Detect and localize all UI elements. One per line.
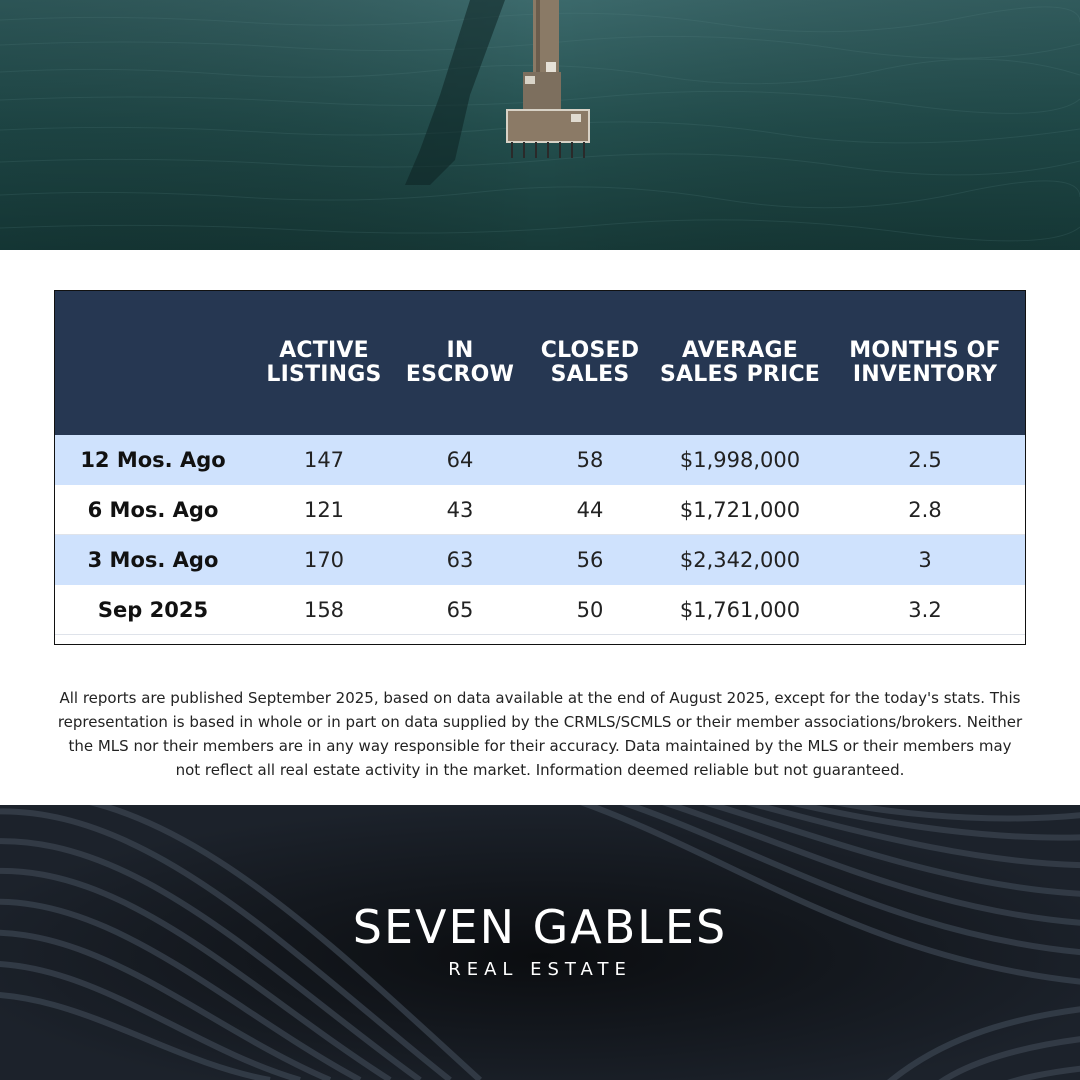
average-sales-price-value: $1,998,000	[679, 448, 801, 472]
average-sales-price-value: $1,721,000	[679, 498, 801, 522]
ocean-pier-illustration	[0, 0, 1080, 250]
table-header	[55, 291, 1025, 435]
hero-photo-ocean-pier	[0, 0, 1080, 250]
closed-sales-value: 56	[576, 548, 604, 572]
row-label: 3 Mos. Ago	[87, 548, 219, 572]
header-average-sales-price: AVERAGE SALES PRICE	[659, 338, 821, 387]
row-label: 12 Mos. Ago	[80, 448, 226, 472]
market-stats-table	[54, 290, 1026, 645]
closed-sales-value: 58	[576, 448, 604, 472]
months-of-inventory-value: 3	[918, 548, 932, 572]
in-escrow-value: 64	[446, 448, 474, 472]
average-sales-price-value: $1,761,000	[679, 598, 801, 622]
brand-logo-name: SEVEN GABLES	[352, 900, 728, 954]
active-listings-value: 170	[303, 548, 345, 572]
table-row	[55, 585, 1025, 635]
brand-logo-subtitle: REAL ESTATE	[448, 959, 632, 980]
in-escrow-value: 63	[446, 548, 474, 572]
header-months-of-inventory: MONTHS OF INVENTORY	[849, 338, 1001, 387]
active-listings-value: 121	[303, 498, 345, 522]
table-row	[55, 485, 1025, 535]
row-label: Sep 2025	[97, 598, 209, 622]
months-of-inventory-value: 3.2	[908, 598, 942, 622]
active-listings-value: 158	[303, 598, 345, 622]
active-listings-value: 147	[303, 448, 345, 472]
months-of-inventory-value: 2.5	[908, 448, 942, 472]
average-sales-price-value: $2,342,000	[679, 548, 801, 572]
row-label: 6 Mos. Ago	[87, 498, 219, 522]
in-escrow-value: 43	[446, 498, 474, 522]
months-of-inventory-value: 2.8	[908, 498, 942, 522]
closed-sales-value: 44	[576, 498, 604, 522]
header-active-listings: ACTIVE LISTINGS	[266, 338, 382, 387]
table-row	[55, 535, 1025, 585]
header-in-escrow: IN ESCROW	[405, 338, 515, 387]
in-escrow-value: 65	[446, 598, 474, 622]
closed-sales-value: 50	[576, 598, 604, 622]
header-closed-sales: CLOSED SALES	[540, 338, 640, 387]
table-row	[55, 435, 1025, 485]
data-disclaimer: All reports are published September 2025, based on data available at the end of August 2025, except for the today's stats. This representation is based in whole or in part on data supplied by the CRMLS/SCMLS or their member associations/brokers. Neither the MLS nor their members are in any way responsible for their accuracy. Data maintained by the MLS or their members may not reflect all real estate activity in the market. Information deemed reliable but not guaranteed.	[57, 689, 1023, 779]
